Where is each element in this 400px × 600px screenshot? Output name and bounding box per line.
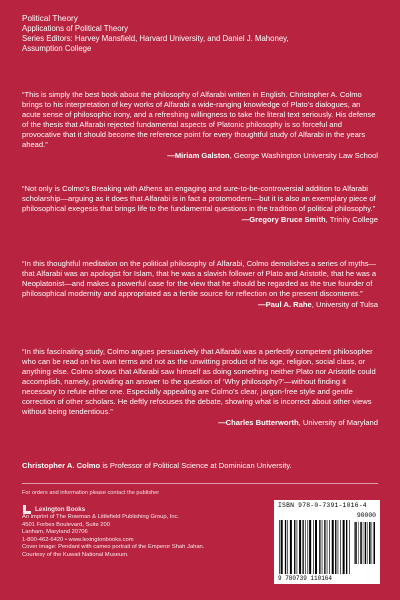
barcode-bar: [324, 520, 325, 574]
barcode-bar: [367, 522, 368, 564]
endorsement-attribution: [22, 151, 378, 161]
barcode-panel: [274, 500, 380, 584]
orders-note: For orders and information please contact the publisher: [22, 490, 160, 496]
endorsement-galston: [22, 90, 378, 161]
endorsement-rahe: [22, 259, 378, 310]
author-name: Christopher A. Colmo: [22, 461, 101, 470]
barcode-bar: [327, 520, 328, 574]
publisher-line: 1-800-462-6420 • www.lexingtonbooks.com: [22, 536, 134, 543]
barcode-bar: [343, 520, 345, 574]
barcode-bar: [313, 520, 314, 574]
endorser-affiliation: , Trinity College: [325, 215, 378, 224]
barcode-bar: [309, 520, 311, 574]
publisher-logo-row: [22, 505, 242, 514]
addon-barcode: [354, 522, 376, 564]
publisher-line: Lanham, Maryland 20706: [22, 529, 88, 536]
endorsement-smith: [22, 184, 378, 225]
divider: [22, 483, 378, 484]
endorsement-quote: “This is simply the best book about the philosophy of Alfarabi written in English. Christopher A. Colmo brings to his interpretation of key works of Alfarabi a wide-ranging knowledge of Plato’s dialogues, an acute sense of philosophic irony, and a refreshing willingness to take the literal text seriously. His defense of the thesis that Alfarabi rejected fundamental aspects of Platonic philosophy is so forceful and provocative that it should become the reference point for every thoughtful study of Alfarabi in the years ahead.”: [22, 90, 376, 149]
cover-credit-line: Cover image: Pendant with cameo portrait of the Emperor Shah Jahan.: [22, 544, 205, 551]
series-title: Applications of Political Theory: [22, 24, 129, 33]
isbn-label: ISBN 978-0-7391-1016-4: [278, 502, 367, 509]
author-bio: [22, 461, 378, 471]
barcode-bar: [315, 520, 317, 574]
endorsement-quote: “In this fascinating study, Colmo argues persuasively that Alfarabi was a perfectly competent philosopher who can be read on his own terms and not as the unwitting product of his age, religion, social class, or anything else. Colmo shows that Alfarabi saw himself as doing something neither Plato nor Aristotle could accomplish, namely, providing an answer to the question of ‘Why philosophy?’—without finding it necessary to refute either one. Especially appealing are Colmo’s clear, jargon-free style and gentle correction of other scholars. He deftly refocuses the debate, showing what is incorrect about other views without being tendentious.”: [22, 347, 376, 416]
barcode-bar: [349, 520, 350, 574]
barcode-bar: [369, 522, 371, 564]
barcode-bar: [302, 520, 303, 574]
barcode-bar: [287, 520, 288, 574]
endorser-name: —Charles Butterworth: [218, 418, 299, 427]
barcode-bar: [332, 520, 334, 574]
endorser-affiliation: , George Washington University Law School: [229, 151, 378, 160]
barcode-bar: [297, 520, 298, 574]
series-editors-line1: Series Editors: Harvey Mansfield, Harvard University, and Daniel J. Mahoney,: [22, 34, 289, 43]
barcode-bar: [358, 522, 359, 564]
price-code: 90000: [356, 512, 376, 519]
endorsement-quote: “Not only is Colmo’s Breaking with Athens an engaging and sure-to-be-controversial addition to Alfarabi scholarship—arguing as it does that Alfarabi is in fact a protomodern—but it is also an exemplary piece of philosophical exegesis that brings life to the fundamental questions in the tradition of political philosophy.”: [22, 184, 376, 213]
endorsement-attribution: [22, 418, 378, 428]
barcode-bar: [307, 520, 308, 574]
category-label: Political Theory: [22, 14, 78, 23]
barcode-bar: [290, 520, 292, 574]
barcode-bar: [338, 520, 339, 574]
barcode-bar: [322, 520, 323, 574]
barcode-bar: [365, 522, 367, 564]
endorsement-attribution: [22, 215, 378, 225]
endorsement-attribution: [22, 300, 378, 310]
barcode-bar: [355, 522, 357, 564]
publisher-line: 4501 Forbes Boulevard, Suite 200: [22, 521, 110, 528]
barcode-bar: [354, 522, 355, 564]
barcode-bar: [360, 522, 362, 564]
lexington-logo-icon: [22, 505, 31, 514]
barcode-bar: [372, 522, 373, 564]
endorser-affiliation: , University of Tulsa: [311, 300, 378, 309]
barcode-bar: [335, 520, 336, 574]
barcode-bar: [329, 520, 330, 574]
barcode-bar: [319, 520, 320, 574]
barcode-bar: [373, 522, 375, 564]
barcode-bar: [363, 522, 364, 564]
endorser-name: —Miriam Galston: [167, 151, 230, 160]
series-header: [22, 14, 382, 54]
barcode-digits: 9 780739 110164: [278, 575, 333, 582]
barcode-bar: [340, 520, 341, 574]
endorser-name: —Paul A. Rahe: [258, 300, 312, 309]
cover-credit-line: Courtesy of the Kuwait National Museum.: [22, 551, 129, 558]
barcode-bar: [294, 520, 295, 574]
endorser-name: —Gregory Bruce Smith: [241, 215, 326, 224]
barcode-bar: [346, 520, 347, 574]
endorsement-butterworth: [22, 347, 378, 428]
barcode-bar: [281, 520, 283, 574]
publisher-name: Lexington Books: [35, 505, 86, 513]
ean-barcode: [279, 520, 351, 574]
barcode-bar: [285, 520, 286, 574]
author-bio-text: is Professor of Political Science at Dominican University.: [100, 461, 292, 470]
publisher-info: [22, 505, 242, 560]
barcode-bar: [299, 520, 301, 574]
barcode-bar: [279, 520, 280, 574]
endorser-affiliation: , University of Maryland: [298, 418, 378, 427]
endorsement-quote: “In this thoughtful meditation on the political philosophy of Alfarabi, Colmo demolishes a series of myths—that Alfarabi was an apologist for Islam, that he was a slavish follower of Plato and Aristotle, that he was a Neoplatonist—and makes a powerful case for the view that he should be regarded as the true founder of philosophical modernity and appropriated as a fertile source for reflection on the present discontents.”: [22, 259, 377, 298]
barcode-bar: [305, 520, 306, 574]
series-editors-line2: Assumption College: [22, 44, 92, 53]
publisher-line: An imprint of The Rowman & Littlefield Publishing Group, Inc.: [22, 514, 180, 520]
